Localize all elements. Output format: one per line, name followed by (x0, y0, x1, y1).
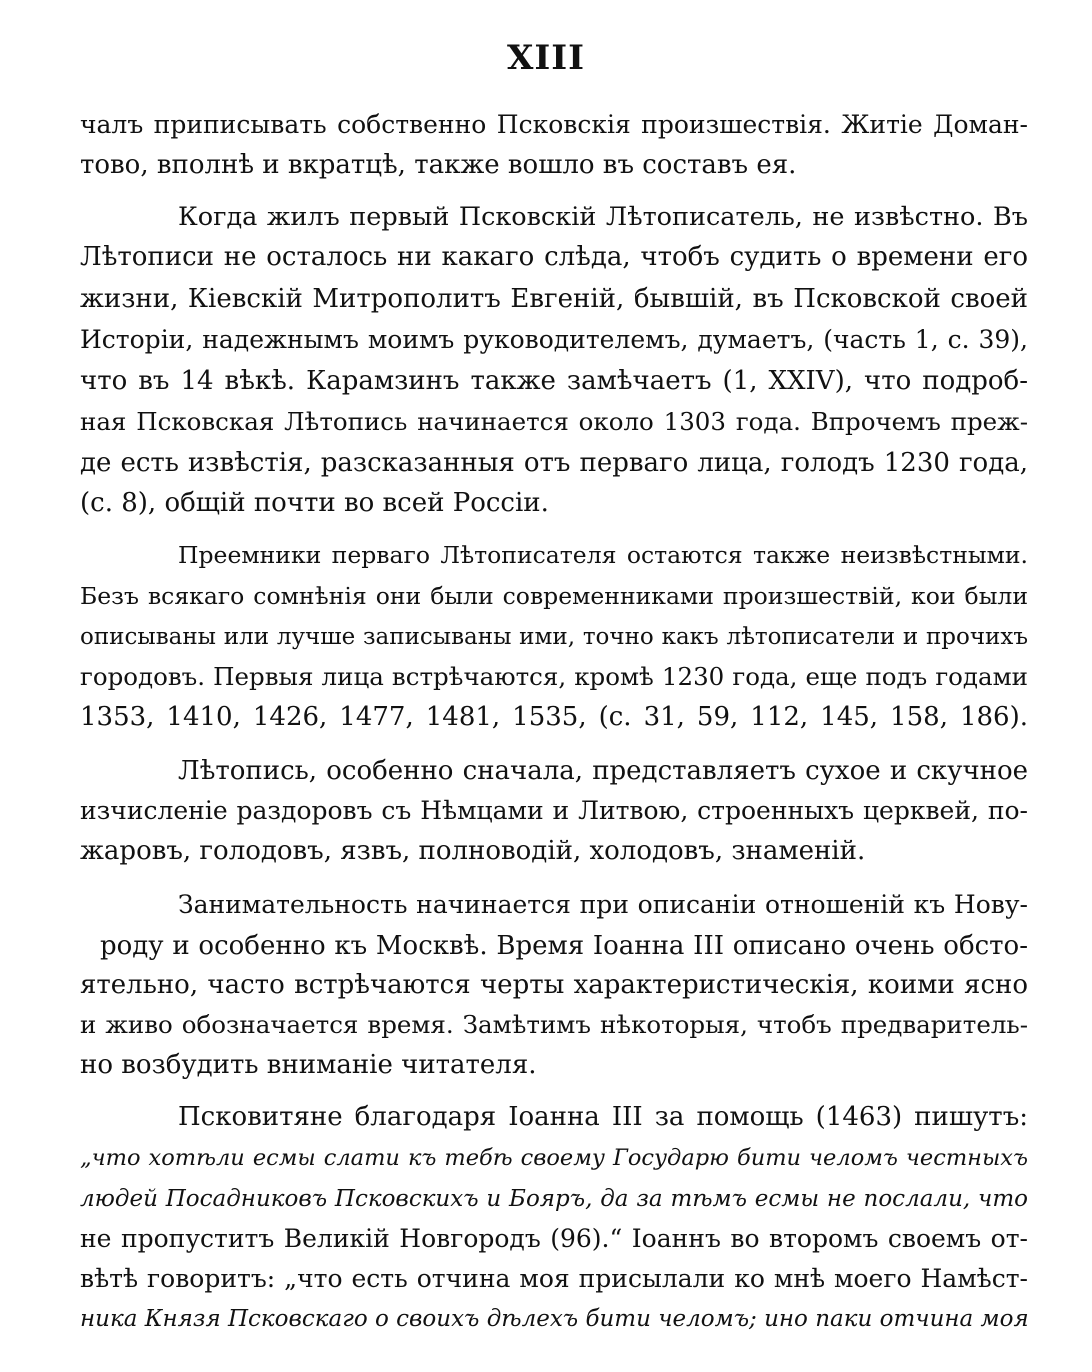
page-number: XIII (506, 38, 586, 78)
text-line: жизни, Кіевскій Митрополитъ Евгеній, бывшій, въ Псковской своей (80, 284, 1028, 314)
text-line: жаровъ, голодовъ, язвъ, полноводій, холодовъ, знаменій. (80, 836, 866, 866)
text-line: описываны или лучше записываны ими, точно какъ лѣтописатели и прочихъ (80, 624, 1028, 650)
text-line: 1353, 1410, 1426, 1477, 1481, 1535, (с. 31, 59, 112, 145, 158, 186). (80, 702, 1028, 732)
text-line: Безъ всякаго сомнѣнія они были современниками произшествій, кои были (80, 582, 1028, 610)
text-line: де есть извѣстія, разсказанныя отъ перваго лица, голодъ 1230 года, (80, 448, 1028, 478)
text-line: Исторіи, надежнымъ моимъ руководителемъ, думаетъ, (часть 1, с. 39), (80, 325, 1028, 354)
text-line: роду и особенно къ Москвѣ. Время Іоанна III описано очень обсто- (100, 931, 1028, 961)
text-line: чалъ приписывать собственно Псковскія произшествія. Житіе Доман- (80, 110, 1028, 139)
text-line: ятельно, часто встрѣчаются черты характеристическія, коими ясно (80, 970, 1028, 1000)
text-line: изчисленіе раздоровъ съ Нѣмцами и Литвою, строенныхъ церквей, по- (80, 796, 1028, 825)
text-line: Псковитяне благодаря Іоанна III за помощь (1463) пишутъ: (178, 1102, 1028, 1132)
text-line: Лѣтопись, особенно сначала, представляетъ сухое и скучное (178, 756, 1028, 786)
text-line: Лѣтописи не осталось ни какаго слѣда, чтобъ судить о времени его (80, 242, 1028, 272)
text-line: Преемники перваго Лѣтописателя остаются также неизвѣстными. (178, 541, 1028, 569)
text-line: людей Посадниковъ Псковскихъ и Бояръ, да за тѣмъ есмы не послали, что (80, 1186, 1028, 1212)
text-line: что въ 14 вѣкѣ. Карамзинъ также замѣчаетъ (1, XXIV), что подроб- (80, 366, 1028, 396)
text-line: не пропуститъ Великій Новгородъ (96).“ Іоаннъ во второмъ своемъ от- (80, 1224, 1028, 1253)
text-line: Занимательность начинается при описаніи отношеній къ Нову- (178, 890, 1028, 919)
text-line: тово, вполнѣ и вкратцѣ, также вошло въ составъ ея. (80, 150, 797, 180)
text-line: ника Князя Псковскаго о своихъ дѣлехъ бити челомъ; ино паки отчина моя (80, 1306, 1029, 1332)
text-line: и живо обозначается время. Замѣтимъ нѣкоторыя, чтобъ предваритель- (80, 1010, 1028, 1039)
text-line: ная Псковская Лѣтопись начинается около 1303 года. Впрочемъ преж- (80, 407, 1028, 436)
text-line: городовъ. Первыя лица встрѣчаются, кромѣ 1230 года, еще подъ годами (80, 662, 1028, 691)
text-line: (с. 8), общій почти во всей Россіи. (80, 488, 549, 518)
text-line: Когда жилъ первый Псковскій Лѣтописатель, не извѣстно. Въ (178, 202, 1028, 232)
text-line: „что хотѣли есмы слати къ тебѣ своему Государю бити челомъ честныхъ (80, 1145, 1028, 1171)
text-line: но возбудить вниманіе читателя. (80, 1050, 537, 1080)
text-line: вѣтѣ говоритъ: „что есть отчина моя присылали ко мнѣ моего Намѣст- (80, 1264, 1028, 1293)
